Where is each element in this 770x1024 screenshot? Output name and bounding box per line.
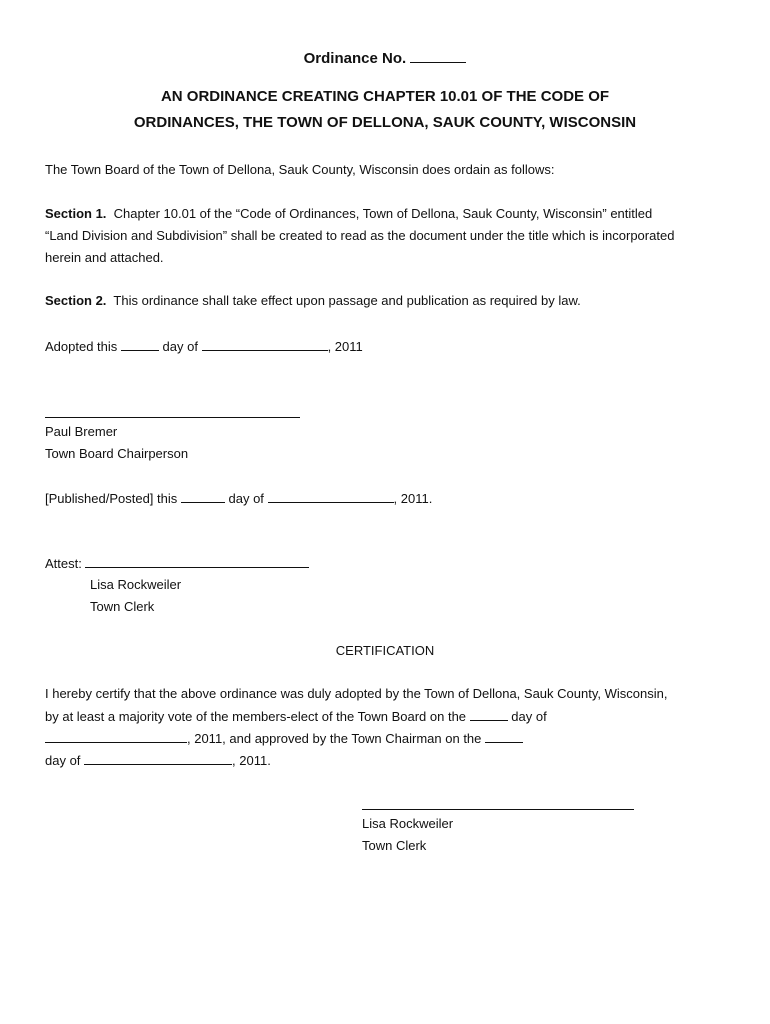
published-line bbox=[45, 490, 432, 506]
certification-month-blank bbox=[45, 730, 187, 743]
certification-line4-suffix: , 2011. bbox=[232, 753, 271, 768]
section1-text-line3: herein and attached. bbox=[45, 250, 164, 265]
chairperson-title: Town Board Chairperson bbox=[45, 446, 189, 461]
ordinance-title-line2: ORDINANCES, THE TOWN OF DELLONA, SAUK COUNTY, WISCONSIN bbox=[133, 114, 637, 131]
certification-heading: CERTIFICATION bbox=[335, 643, 435, 658]
section2-text: This ordinance shall take effect upon passage and publication as required by law. bbox=[113, 293, 581, 308]
ordinance-title-line1: AN ORDINANCE CREATING CHAPTER 10.01 OF THE CODE OF bbox=[160, 88, 610, 105]
certification-line3-text: , 2011, and approved by the Town Chairman on the bbox=[187, 731, 482, 746]
section1-label: Section 1. bbox=[45, 206, 107, 221]
certification-line3 bbox=[45, 730, 523, 746]
section1-text-line1: Chapter 10.01 of the “Code of Ordinances, Town of Dellona, Sauk County, Wisconsin” entitled bbox=[113, 206, 653, 221]
certification-day-blank bbox=[470, 708, 508, 721]
attest-label: Attest: bbox=[45, 556, 82, 571]
published-day-of: day of bbox=[228, 491, 264, 506]
section2-label: Section 2. bbox=[45, 293, 107, 308]
certification-line1: I hereby certify that the above ordinance was duly adopted by the Town of Dellona, Sauk County, Wisconsin, bbox=[45, 686, 668, 701]
section1-line1 bbox=[45, 206, 652, 221]
adopted-day-blank bbox=[121, 338, 159, 351]
ordinance-number-line bbox=[0, 50, 770, 67]
published-prefix: [Published/Posted] this bbox=[45, 491, 178, 506]
certification-approved-day-blank bbox=[485, 730, 523, 743]
attest-name: Lisa Rockweiler bbox=[90, 577, 182, 592]
clerk-name: Lisa Rockweiler bbox=[362, 816, 454, 831]
published-day-blank bbox=[181, 490, 225, 503]
certification-line4 bbox=[45, 752, 271, 768]
clerk-title: Town Clerk bbox=[362, 838, 427, 853]
attest-title: Town Clerk bbox=[90, 599, 155, 614]
attest-line bbox=[45, 555, 309, 571]
attest-signature-blank bbox=[85, 555, 309, 568]
certification-line4-prefix: day of bbox=[45, 753, 81, 768]
adopted-year: , 2011 bbox=[327, 339, 363, 354]
published-month-blank bbox=[268, 490, 394, 503]
ordinance-number-label: Ordinance No. bbox=[303, 50, 407, 67]
adopted-line bbox=[45, 338, 363, 354]
published-year: , 2011. bbox=[393, 491, 433, 506]
certification-line2-suffix: day of bbox=[511, 709, 547, 724]
clerk-signature-line bbox=[362, 809, 634, 810]
adopted-day-of: day of bbox=[162, 339, 198, 354]
certification-approved-month-blank bbox=[84, 752, 232, 765]
chairperson-name: Paul Bremer bbox=[45, 424, 118, 439]
chairperson-signature-line bbox=[45, 417, 300, 418]
certification-line2-prefix: by at least a majority vote of the members-elect of the Town Board on the bbox=[45, 709, 467, 724]
certification-line2 bbox=[45, 708, 547, 724]
section1-text-line2: “Land Division and Subdivision” shall be created to read as the document under the title which is incorporated bbox=[45, 228, 675, 243]
intro-paragraph: The Town Board of the Town of Dellona, Sauk County, Wisconsin does ordain as follows: bbox=[45, 162, 555, 177]
adopted-prefix: Adopted this bbox=[45, 339, 118, 354]
adopted-month-blank bbox=[202, 338, 328, 351]
section2-line bbox=[45, 293, 581, 308]
ordinance-number-blank bbox=[410, 50, 466, 63]
